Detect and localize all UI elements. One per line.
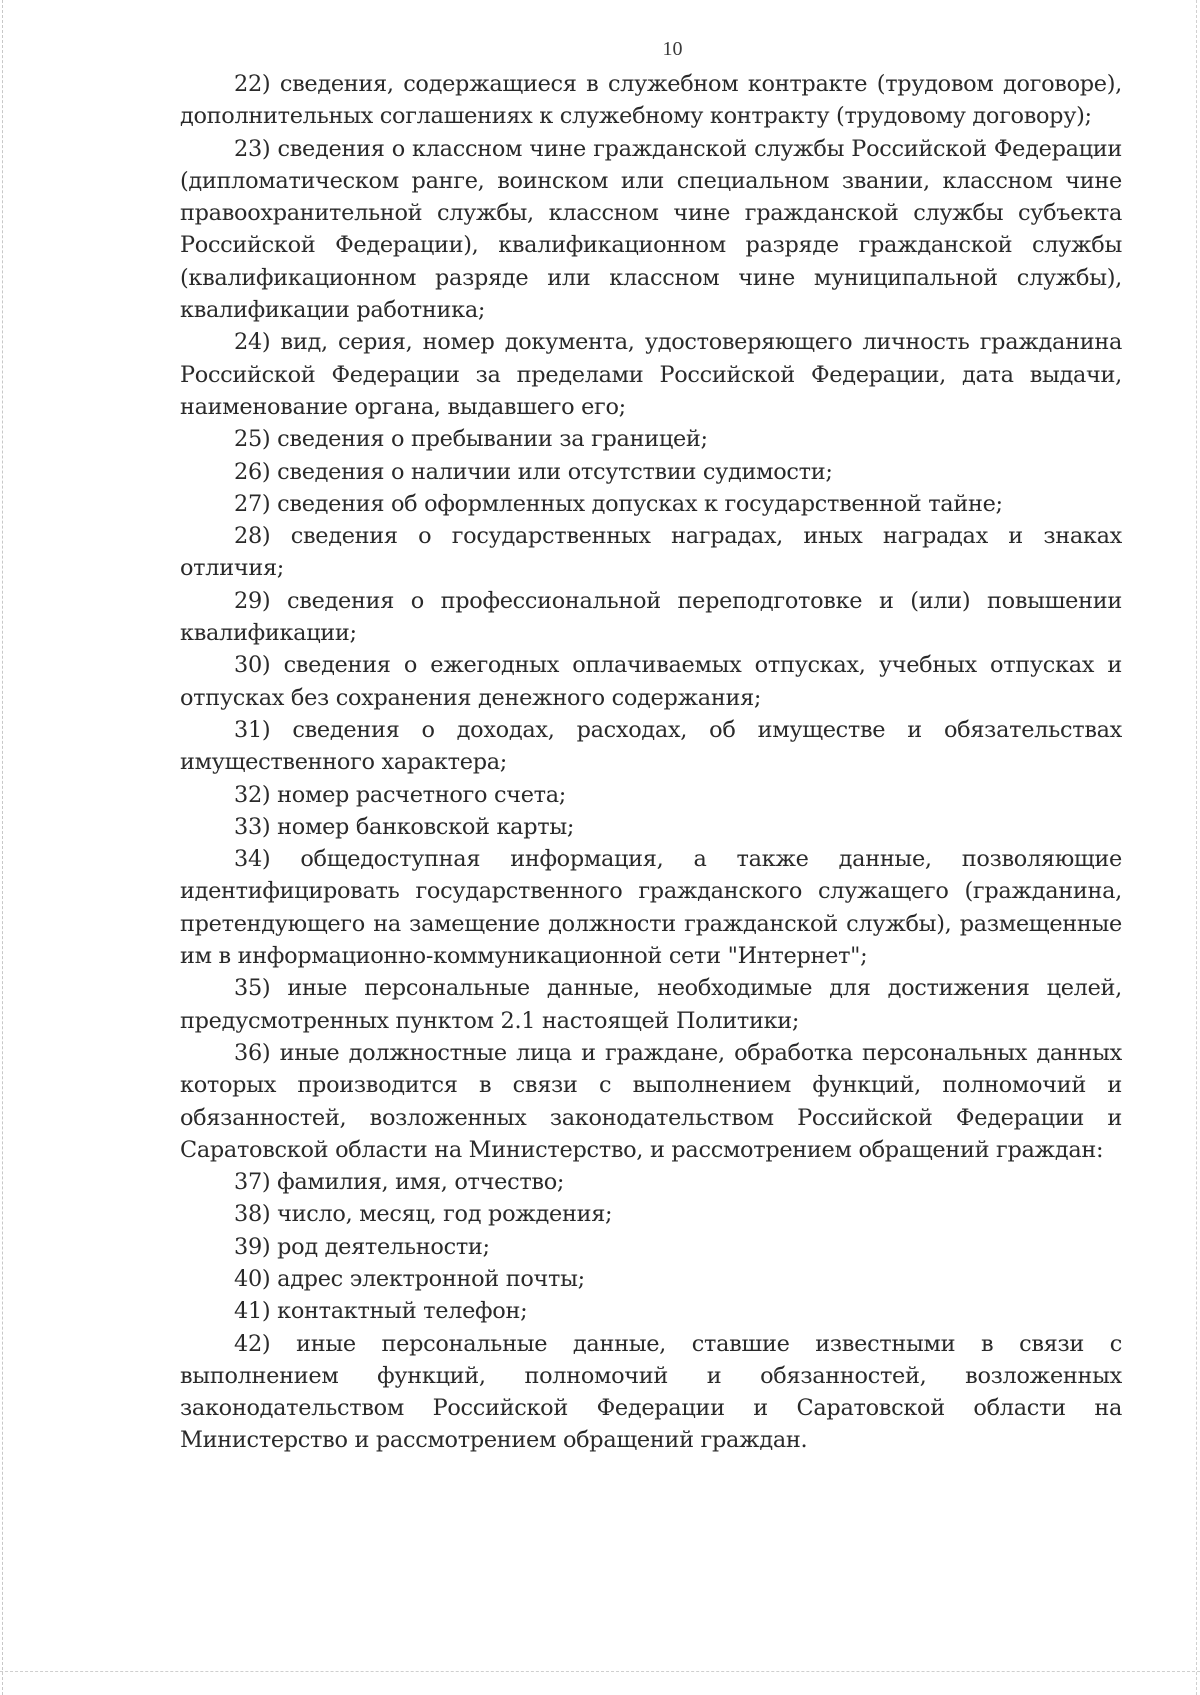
list-item: 42) иные персональные данные, ставшие известными в связи с выполнением функций, полномочий и обязанностей, возложенных законодательством Российской Федерации и Саратовской области на Министерство и рассмотрением обращений граждан.	[180, 1330, 1122, 1454]
list-item: 36) иные должностные лица и граждане, обработка персональных данных которых производится в связи с выполнением функций, полномочий и обязанностей, возложенных законодательством Российской Федерации и Саратовской области на Министерство, и рассмотрением обращений граждан:	[180, 1039, 1122, 1163]
scan-edge-left	[2, 0, 4, 1695]
list-item: 28) сведения о государственных наградах, иных наградах и знаках отличия;	[180, 523, 1122, 582]
list-item: 24) вид, серия, номер документа, удостоверяющего личность гражданина Российской Федерации за пределами Российской Федерации, дата выдачи, наименование органа, выдавшего его;	[180, 329, 1122, 420]
list-item: 38) число, месяц, год рождения;	[234, 1201, 613, 1228]
list-item: 40) адрес электронной почты;	[234, 1265, 585, 1292]
list-item: 23) сведения о классном чине гражданской службы Российской Федерации (дипломатическом ранге, воинском или специальном звании, классном чине правоохранительной службы, классном чине гражданской службы субъекта Российской Федерации), квалификационном разряде гражданской службы (квалификационном разряде или классном чине муниципальной службы), квалификации работника;	[180, 135, 1122, 324]
list-item: 32) номер расчетного счета;	[234, 781, 567, 808]
list-item: 34) общедоступная информация, а также данные, позволяющие идентифицировать государственного гражданского служащего (гражданина, претендующего на замещение должности гражданской службы), размещенные им в информационно-коммуникационной сети "Интернет";	[180, 846, 1122, 970]
list-item: 35) иные персональные данные, необходимые для достижения целей, предусмотренных пунктом 2.1 настоящей Политики;	[180, 975, 1122, 1034]
list-item: 22) сведения, содержащиеся в служебном контракте (трудовом договоре), дополнительных соглашениях к служебному контракту (трудовому договору);	[180, 71, 1122, 130]
list-item: 37) фамилия, имя, отчество;	[234, 1169, 565, 1196]
list-item: 31) сведения о доходах, расходах, об имуществе и обязательствах имущественного характера;	[180, 716, 1122, 776]
scan-edge-right	[1196, 0, 1198, 1695]
list-item: 26) сведения о наличии или отсутствии судимости;	[234, 458, 833, 485]
list-item: 41) контактный телефон;	[234, 1298, 528, 1325]
list-item: 39) род деятельности;	[234, 1233, 490, 1260]
page-number: 10	[662, 38, 683, 60]
document-body	[180, 68, 1122, 1457]
scan-edge-bottom	[0, 1671, 1200, 1673]
list-item: 30) сведения о ежегодных оплачиваемых отпусках, учебных отпусках и отпусках без сохранения денежного содержания;	[180, 652, 1122, 711]
list-item: 29) сведения о профессиональной переподготовке и (или) повышении квалификации;	[180, 587, 1122, 647]
list-item: 33) номер банковской карты;	[234, 813, 575, 840]
list-item: 25) сведения о пребывании за границей;	[234, 426, 708, 453]
list-item: 27) сведения об оформленных допусках к государственной тайне;	[234, 490, 1003, 517]
